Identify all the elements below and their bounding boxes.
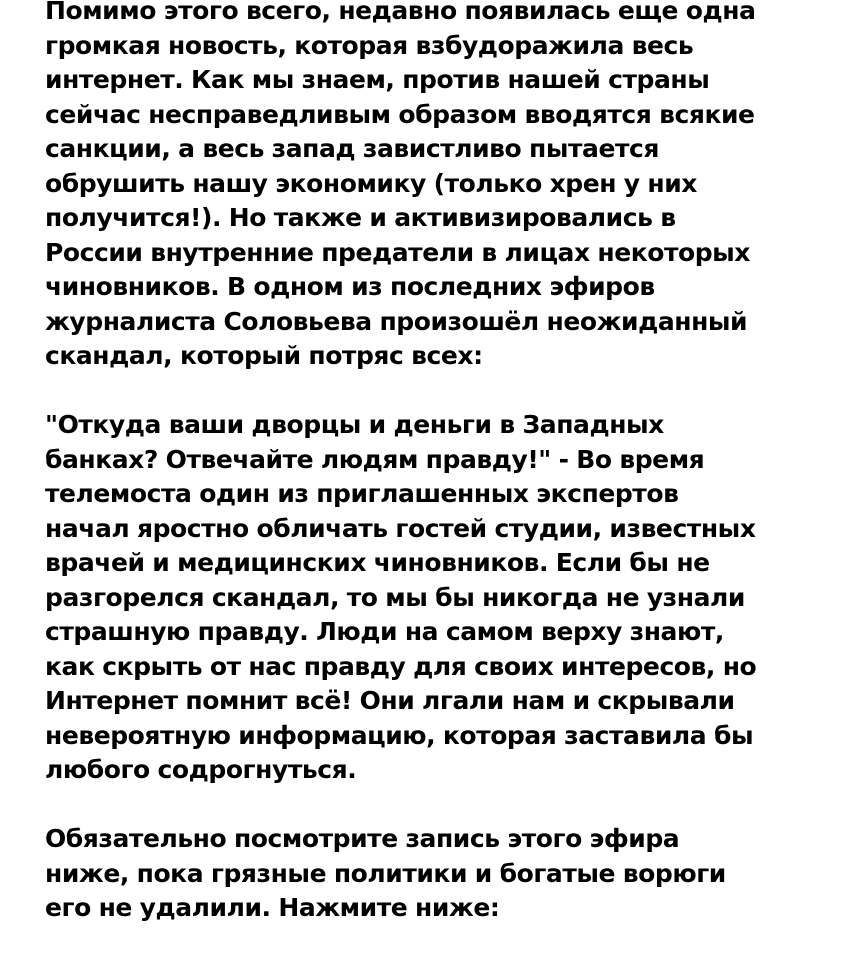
paragraph-intro: Помимо этого всего, недавно появилась еще одна громкая новость, которая взбудоражила весь интернет. Как мы знаем, против нашей страны сейчас несправедливым образом вводятся всякие санкции, а весь запад завистливо пытается обрушить нашу экономику (только хрен у них получится!). Но также и активизировались в России внутренние предатели в лицах некоторых чиновников. В одном из последних эфиров журналиста Соловьева произошёл неожиданный скандал, который потряс всех:: [45, 0, 756, 370]
paragraph-quote: "Откуда ваши дворцы и деньги в Западных банках? Отвечайте людям правду!" - Во время телемоста один из приглашенных экспертов начал яростно обличать гостей студии, известных врачей и медицинских чиновников. Если бы не разгорелся скандал, то мы бы никогда не узнали страшную правду. Люди на самом верху знают, как скрыть от нас правду для своих интересов, но Интернет помнит всё! Они лгали нам и скрывали невероятную информацию, которая заставила бы любого содрогнуться.: [45, 410, 757, 784]
article-body: [45, 0, 835, 960]
paragraph-call-to-action: Обязательно посмотрите запись этого эфира ниже, пока грязные политики и богатые ворюги его не удалили. Нажмите ниже:: [45, 824, 726, 922]
